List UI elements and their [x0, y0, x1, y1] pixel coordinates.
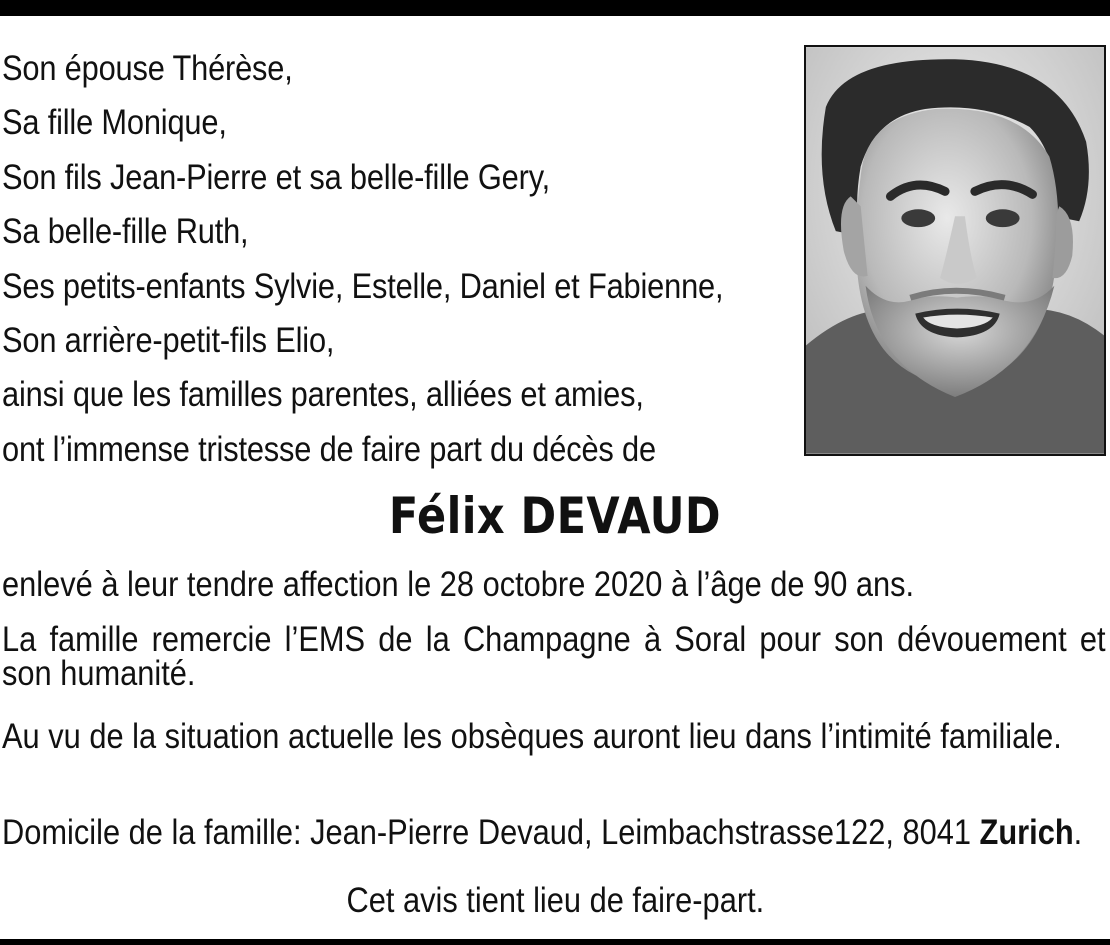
- address-text: Domicile de la famille: Jean-Pierre Devaud, Leimbachstrasse122, 8041: [2, 813, 980, 852]
- family-line: ainsi que les familles parentes, alliées et amies,: [2, 375, 644, 415]
- paragraph-text: enlevé à leur tendre affection le 28 octobre 2020 à l’âge de 90 ans.: [2, 565, 915, 604]
- announcement-paragraph: [2, 565, 1106, 604]
- family-list: [2, 42, 792, 477]
- address-line: [2, 813, 1106, 852]
- portrait-illustration: [806, 47, 1104, 454]
- paragraph-text: La famille remercie l’EMS de la Champagne à Soral pour son dévouement et son humanité.: [2, 620, 1106, 693]
- address-paragraph: [2, 813, 1106, 852]
- thanks-paragraph: [2, 620, 1106, 693]
- family-line: Sa fille Monique,: [2, 103, 227, 143]
- family-line: Sa belle-fille Ruth,: [2, 212, 249, 252]
- family-line: Ses petits-enfants Sylvie, Estelle, Daniel et Fabienne,: [2, 266, 724, 306]
- address-period: .: [1073, 813, 1083, 852]
- funeral-paragraph: [2, 717, 1106, 756]
- closing-note: [0, 881, 1110, 921]
- family-line: Son arrière-petit-fils Elio,: [2, 320, 335, 360]
- portrait-photo: [804, 45, 1106, 456]
- bottom-rule: [0, 939, 1110, 945]
- family-line: ont l’immense tristesse de faire part du décès de: [2, 429, 656, 469]
- top-rule: [0, 0, 1110, 16]
- closing-text: Cet avis tient lieu de faire-part.: [346, 881, 764, 920]
- family-line: Son épouse Thérèse,: [2, 49, 293, 88]
- deceased-name: Félix DEVAUD: [388, 487, 722, 545]
- paragraph-text: Au vu de la situation actuelle les obsèques auront lieu dans l’intimité familiale.: [2, 717, 1062, 756]
- family-line: Son fils Jean-Pierre et sa belle-fille Gery,: [2, 157, 551, 197]
- address-city: Zurich: [979, 813, 1074, 852]
